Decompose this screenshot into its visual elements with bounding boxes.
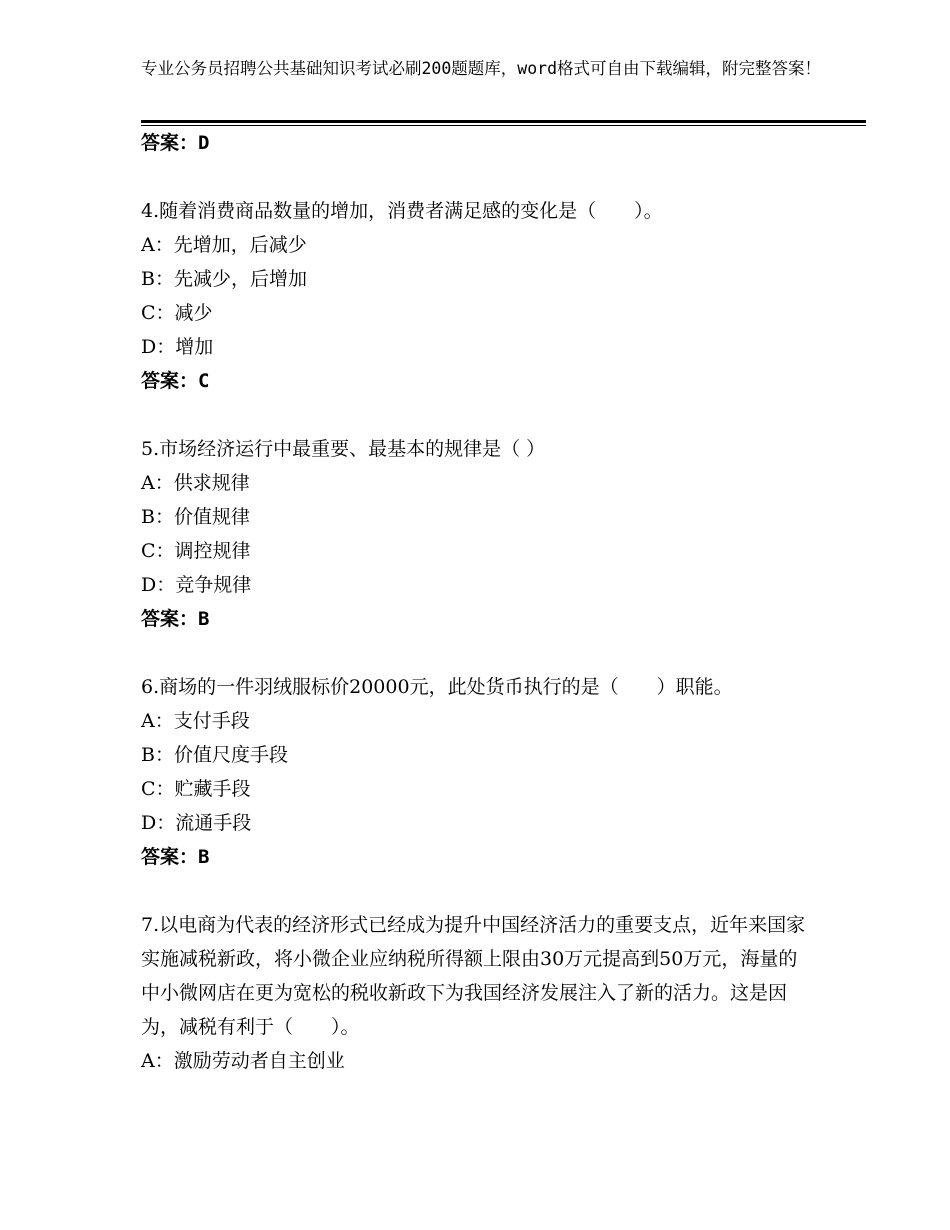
question-stem: 6.商场的一件羽绒服标价20000元，此处货币执行的是（ ）职能。: [141, 676, 733, 698]
answer: 答案：C: [141, 370, 210, 392]
option-c: C：减少: [141, 302, 213, 324]
document-header: [141, 58, 841, 80]
option-a: A：激励劳动者自主创业: [141, 1050, 345, 1072]
previous-answer: 答案：D: [141, 132, 210, 154]
spacer: [141, 874, 811, 908]
spacer: [141, 636, 811, 670]
question-5: [141, 432, 811, 636]
option-c: C：贮藏手段: [141, 778, 251, 800]
question-stem: 4.随着消费商品数量的增加，消费者满足感的变化是（ ）。: [141, 200, 663, 222]
option-d: D：流通手段: [141, 812, 252, 834]
option-a: A：先增加，后减少: [141, 234, 307, 256]
header-rule-thick: [141, 120, 866, 123]
question-stem: 7.以电商为代表的经济形式已经成为提升中国经济活力的重要支点，近年来国家实施减税新政，将小微企业应纳税所得额上限由30万元提高到50万元，海量的中小微网店在更为宽松的税收新政下为我国经济发展注入了新的活力。这是因为，减税有利于（ ）。: [141, 914, 806, 1038]
spacer: [141, 160, 811, 194]
option-c: C：调控规律: [141, 540, 251, 562]
question-stem: 5.市场经济运行中最重要、最基本的规律是（ ）: [141, 438, 546, 460]
question-7: [141, 908, 811, 1078]
option-a: A：支付手段: [141, 710, 250, 732]
question-list: [141, 126, 811, 1078]
option-b: B：价值尺度手段: [141, 744, 288, 766]
answer: 答案：B: [141, 846, 210, 868]
spacer: [141, 398, 811, 432]
option-b: B：价值规律: [141, 506, 250, 528]
option-a: A：供求规律: [141, 472, 250, 494]
option-b: B：先减少，后增加: [141, 268, 307, 290]
question-6: [141, 670, 811, 874]
question-4: [141, 194, 811, 398]
header-text: 专业公务员招聘公共基础知识考试必刷200题题库，word格式可自由下载编辑，附完整答案！: [141, 59, 822, 78]
answer: 答案：B: [141, 608, 210, 630]
option-d: D：增加: [141, 336, 214, 358]
option-d: D：竞争规律: [141, 574, 252, 596]
